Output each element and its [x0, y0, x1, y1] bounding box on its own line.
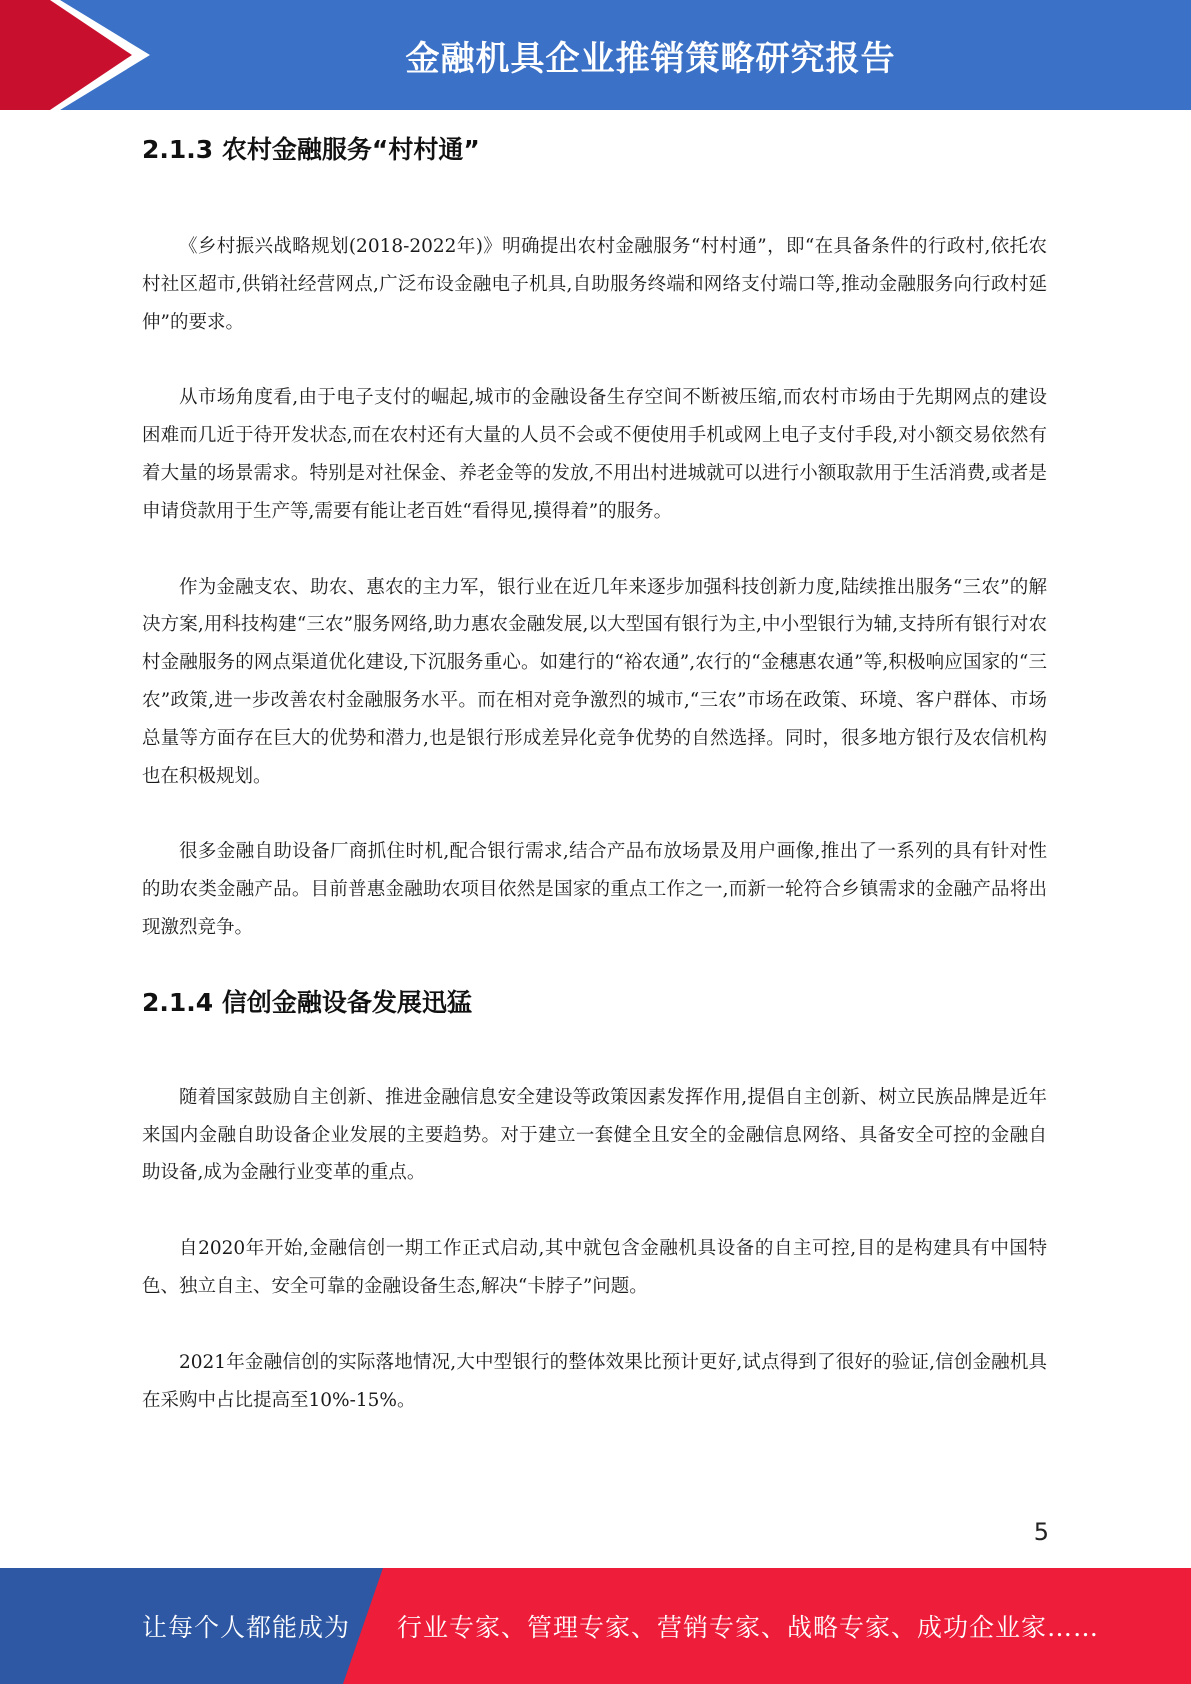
- report-title: 金融机具企业推销策略研究报告: [405, 38, 896, 79]
- section-heading: 2.1.4 信创金融设备发展迅猛: [142, 987, 472, 1017]
- page-footer: [0, 1568, 1191, 1684]
- footer-slogan-right: 行业专家、管理专家、营销专家、战略专家、成功企业家……: [397, 1613, 1100, 1642]
- paragraph: 从市场角度看,由于电子支付的崛起,城市的金融设备生存空间不断被压缩,而农村市场由于先期网点的建设困难而几近于待开发状态,而在农村还有大量的人员不会或不便使用手机或网上电子支付手段,对小额交易依然有着大量的场景需求。特别是对社保金、养老金等的发放,不用出村进城就可以进行小额取款用于生活消费,或者是申请贷款用于生产等,需要有能让老百姓“看得见,摸得着”的服务。: [142, 387, 1047, 522]
- header-chevron-icon: [0, 0, 160, 110]
- paragraph: 2021年金融信创的实际落地情况,大中型银行的整体效果比预计更好,试点得到了很好的验证,信创金融机具在采购中占比提高至10%-15%。: [142, 1351, 1047, 1411]
- footer-slogan-left: 让每个人都能成为: [142, 1613, 351, 1642]
- paragraph: 很多金融自助设备厂商抓住时机,配合银行需求,结合产品布放场景及用户画像,推出了一系列的具有针对性的助农类金融产品。目前普惠金融助农项目依然是国家的重点工作之一,而新一轮符合乡镇需求的金融产品将出现激烈竞争。: [142, 841, 1047, 938]
- page-header: [0, 0, 1191, 110]
- page-content: [142, 128, 1047, 1419]
- paragraph: 自2020年开始,金融信创一期工作正式启动,其中就包含金融机具设备的自主可控,目的是构建具有中国特色、独立自主、安全可靠的金融设备生态,解决“卡脖子”问题。: [142, 1238, 1047, 1297]
- paragraph: 随着国家鼓励自主创新、推进金融信息安全建设等政策因素发挥作用,提倡自主创新、树立民族品牌是近年来国内金融自助设备企业发展的主要趋势。对于建立一套健全且安全的金融信息网络、具备安全可控的金融自助设备,成为金融行业变革的重点。: [142, 1086, 1047, 1184]
- paragraph: 《乡村振兴战略规划(2018-2022年)》明确提出农村金融服务“村村通”，即“在具备条件的行政村,依托农村社区超市,供销社经营网点,广泛布设金融电子机具,自助服务终端和网络支付端口等,推动金融服务向行政村延伸”的要求。: [142, 236, 1047, 333]
- page-number: 5: [1033, 1518, 1049, 1546]
- section-heading: 2.1.3 农村金融服务“村村通”: [142, 135, 480, 164]
- paragraph: 作为金融支农、助农、惠农的主力军，银行业在近几年来逐步加强科技创新力度,陆续推出服务“三农”的解决方案,用科技构建“三农”服务网络,助力惠农金融发展,以大型国有银行为主,中小型银行为辅,支持所有银行对农村金融服务的网点渠道优化建设,下沉服务重心。如建行的“裕农通”,农行的“金穗惠农通”等,积极响应国家的“三农”政策,进一步改善农村金融服务水平。而在相对竞争激烈的城市,“三农”市场在政策、环境、客户群体、市场总量等方面存在巨大的优势和潜力,也是银行形成差异化竞争优势的自然选择。同时，很多地方银行及农信机构也在积极规划。: [142, 576, 1047, 787]
